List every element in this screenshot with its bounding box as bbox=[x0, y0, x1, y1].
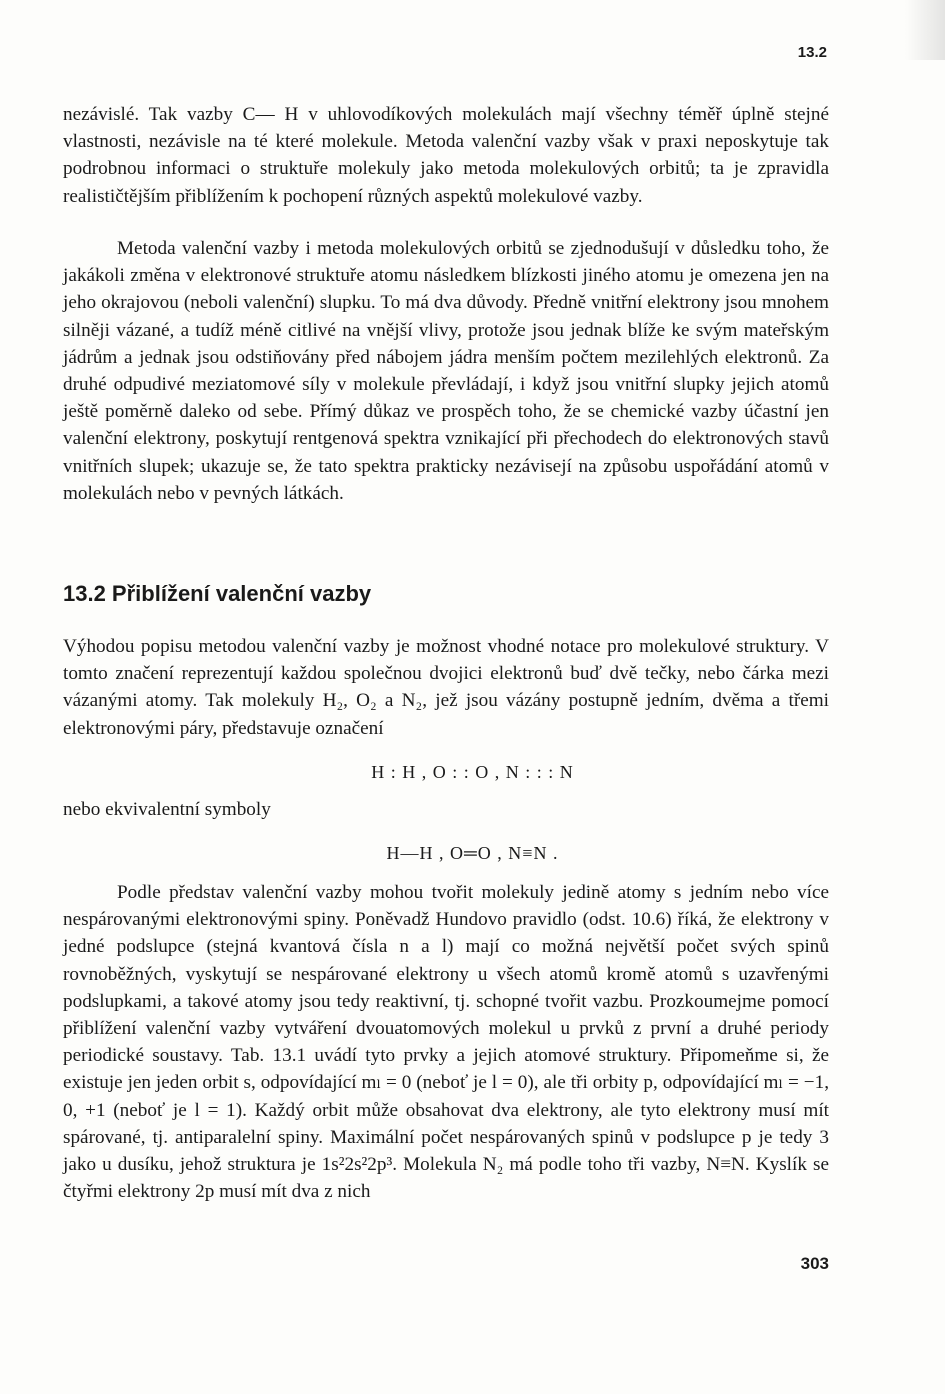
paragraph-2-text: Metoda valenční vazby i metoda molekulových orbitů se zjednodušují v důsledku toho, že jakákoli změna v elektronové struktuře atomu následkem blízkosti jiného atomu je omezena jen na jeho okrajovou (neboli valenční) slupku. To má dva důvody. Předně vnitřní elektrony jsou mnohem silněji vázané, a tudíž méně citlivé na vnější vlivy, protože jsou jednak blíže ke svým mateřským jádrům a jednak jsou odstiňovány před nábojem jádra menším počtem mezilehlých elektronů. Za druhé odpudivé meziatomové síly v molekule převládají, i když jsou vnitřní slupky jejich atomů ještě poměrně daleko od sebe. Přímý důkaz ve prospěch toho, že se chemické vazby účastní jen valenční elektrony, poskytují rentgenová spektra vznikající při přechodech do elektronových stavů vnitřních slupek; ukazuje se, že tato spektra prakticky nezávisejí na způsobu uspořádání atomů v molekulách nebo v pevných látkách. bbox=[63, 238, 829, 504]
page-edge-shadow bbox=[905, 0, 945, 60]
paragraph-4-text: Podle představ valenční vazby mohou tvořit molekuly jedině atomy s jedním nebo více nespárovanými elektronovými spiny. Poněvadž Hundovo pravidlo (odst. 10.6) říká, že elektrony v jedné podslupce (stejná kvantová čísla n a l) mají co možná největší počet svých spinů rovnoběžných, vyskytují se nespárované elektrony u všech atomů kromě atomů s uzavřenými podslupkami, a takové atomy jsou tedy reaktivní, tj. schopné tvořit vazbu. Prozkoumejme pomocí přiblížení valenční vazby vytváření dvouatomových molekul u prvků z první a druhé periody periodické soustavy. Tab. 13.1 uvádí tyto prvky a jejich atomové struktury. Připomeňme si, že existuje jen jeden orbit s, odpovídající mₗ = 0 (neboť je l = 0), ale tři orbity p, odpovídající mₗ = −1, 0, +1 (neboť je l = 1). Každý orbit může obsahovat dva elektrony, ale tyto elektrony musí mít spárované, tj. antiparalelní spiny. Maximální počet nespárovaných spinů v podslupce p je tedy 3 jako u dusíku, jehož struktura je 1s²2s²2p³. Molekula N₂ má podle toho tři vazby, N≡N. Kyslík se čtyřmi elektrony 2p musí mít dva z nich bbox=[63, 882, 829, 1203]
bond-line-formula: H—H , O═O , N≡N . bbox=[386, 843, 559, 863]
paragraph-1 bbox=[63, 101, 829, 210]
paragraph-1-text: nezávislé. Tak vazby C— H v uhlovodíkových molekulách mají všechny téměř úplně stejné vlastnosti, nezávisle na té které molekule. Metoda valenční vazby však v praxi neposkytuje tak podrobnou informaci o struktuře molekuly jako metoda molekulových orbitů; ta je zpravidla realističtějším přiblížením k pochopení různých aspektů molekulové vazby. bbox=[63, 104, 829, 207]
lewis-dot-formula: H : H , O : : O , N : : : N bbox=[371, 762, 574, 782]
paragraph-3 bbox=[63, 633, 829, 742]
paragraph-3-text: Výhodou popisu metodou valenční vazby je možnost vhodné notace pro molekulové struktury. V tomto značení reprezentují každou společnou dvojici elektronů buď dvě tečky, nebo čárka mezi vázanými atomy. Tak molekuly H₂, O₂ a N₂, jež jsou vázány postupně jedním, dvěma a třemi elektronovými páry, představuje označení bbox=[63, 636, 829, 739]
page-number: 303 bbox=[800, 1254, 829, 1273]
equivalent-symbols-note: nebo ekvivalentní symboly bbox=[63, 799, 271, 820]
paragraph-4 bbox=[63, 879, 829, 1205]
paragraph-2 bbox=[63, 235, 829, 507]
running-head: 13.2 bbox=[797, 44, 827, 61]
section-heading: 13.2 Přiblížení valenční vazby bbox=[63, 581, 372, 606]
